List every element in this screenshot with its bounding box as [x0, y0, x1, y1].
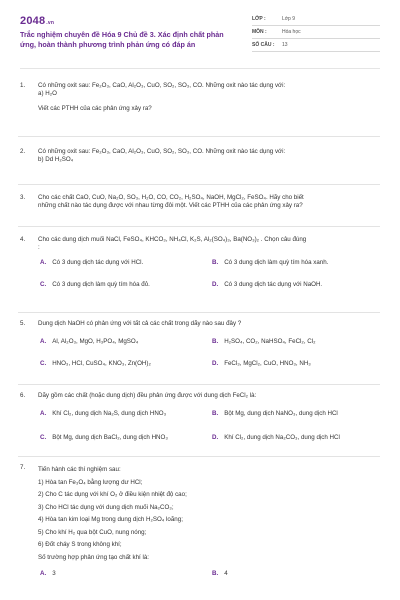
experiment-item: 2) Cho C tác dụng với khí O₂ ở điều kiện nhiệt độ cao; [38, 491, 187, 498]
experiment-item: 1) Hòa tan Fe₃O₄ bằng lượng dư HCl; [38, 478, 143, 486]
header [0, 0, 400, 70]
answer-option-b[interactable]: B. Có 3 dung dịch làm quỳ tím hóa xanh. [212, 258, 329, 266]
answer-options [38, 408, 378, 456]
logo-text: 2048 [20, 15, 46, 27]
answer-option-a[interactable]: A. 3 [40, 570, 56, 577]
question-text: Cho các dung dịch muối NaCl, FeSO₄, KHCO₃, NH₄Cl, K₂S, Al₂(SO₄)₃, Ba(NO₃)₂ . Chọn câu đúng [38, 236, 307, 243]
experiment-item: 5) Cho khí H₂ qua bột CuO, nung nóng; [38, 528, 147, 536]
answer-option-a[interactable]: A. Có 3 dung dịch tác dụng với HCl. [40, 258, 144, 266]
question-text-cont: : [38, 244, 40, 252]
answer-options [38, 257, 378, 305]
count-value: 13 [282, 41, 288, 48]
question-divider [18, 312, 380, 313]
experiment-item: 4) Hòa tan kim loại Mg trong dung dịch H₂SO₄ loãng; [38, 516, 183, 523]
class-value: Lớp 9 [282, 15, 296, 22]
answer-option-a[interactable]: A. Khí Cl₂, dung dịch Na₂S, dung dịch HNO₃ [40, 410, 167, 418]
question-text: Có những oxit sau: Fe₂O₃, CaO, Al₂O₃, CuO, SO₂, SO₃, CO. Những oxit nào tác dụng với: [38, 148, 286, 155]
answer-option-c[interactable]: C. Có 3 dung dịch làm quỳ tím hóa đỏ. [40, 280, 150, 288]
subject-label: MÔN : [252, 28, 267, 35]
answer-options [38, 336, 378, 384]
answer-option-b[interactable]: B. 4 [212, 570, 228, 577]
answer-option-a[interactable]: A. Al, Al₂O₃, MgO, H₃PO₄, MgSO₄ [40, 338, 139, 346]
question-divider [18, 226, 380, 227]
subject-value: Hóa học [282, 28, 301, 35]
question-number: 3. [20, 194, 26, 201]
answer-option-d[interactable]: D. Khí Cl₂, dung dịch Na₂CO₃, dung dịch HCl [212, 434, 340, 442]
answer-option-d[interactable]: D. FeCl₃, MgCl₂, CuO, HNO₃, NH₃ [212, 360, 311, 368]
question-text: Có những oxit sau: Fe₂O₃, CaO, Al₂O₃, CuO, SO₂, SO₃, CO. Những oxit nào tác dụng với: [38, 82, 286, 89]
experiment-item: 6) Đốt cháy S trong không khí; [38, 541, 122, 548]
answer-option-b[interactable]: B. Bột Mg, dung dịch NaNO₃, dung dịch HCl [212, 410, 338, 418]
question-divider [18, 184, 380, 185]
site-logo[interactable] [20, 14, 54, 29]
question-subpart: b) Dd H₂SO₄ [38, 156, 74, 164]
question-text: Dãy gồm các chất (hoặc dung dịch) đều phản ứng được với dung dịch FeCl₂ là: [38, 392, 257, 399]
meta-class-row [252, 13, 380, 26]
question-instruction: Viết các PTHH của các phản ứng xảy ra? [38, 104, 152, 112]
answer-option-c[interactable]: C. Bột Mg, dung dịch BaCl₂, dung dịch HNO₃ [40, 434, 168, 442]
question-number: 5. [20, 320, 26, 327]
document-title: Trắc nghiệm chuyên đề Hóa 9 Chủ đề 3. Xác định chất phản ứng, hoàn thành phương trình phản ứng có đáp án [20, 30, 224, 49]
question-text: Dung dịch NaOH có phản ứng với tất cả các chất trong dãy nào sau đây ? [38, 320, 242, 327]
question-text: Cho các chất CaO, CuO, Na₂O, SO₃, H₂O, CO, CO₂, H₂SO₄, NaOH, MgCl₂, FeSO₄. Hãy cho biết [38, 194, 304, 201]
answer-options [38, 566, 378, 582]
question-subpart: a) H₂O [38, 90, 57, 98]
question-number: 4. [20, 236, 26, 243]
meta-panel [252, 13, 380, 52]
question-divider [18, 384, 380, 385]
question-number: 2. [20, 148, 26, 155]
question-number: 1. [20, 82, 26, 89]
meta-count-row [252, 39, 380, 52]
question-text-cont: những chất nào tác dụng được với nhau từng đôi một. Viết các PTHH của các phản ứng xảy ra? [38, 202, 303, 210]
experiment-item: 3) Cho HCl tác dụng với dung dịch muối Na₂CO₃; [38, 503, 174, 511]
question-divider [18, 136, 380, 137]
answer-option-d[interactable]: D. Có 3 dung dịch tác dụng với NaOH. [212, 280, 323, 288]
question-divider [18, 456, 380, 457]
answer-option-c[interactable]: C. HNO₃, HCl, CuSO₄, KNO₃, Zn(OH)₂ [40, 360, 151, 368]
logo-suffix: .vn [46, 20, 55, 26]
question-text: Tiến hành các thí nghiệm sau: [38, 466, 121, 473]
answer-option-b[interactable]: B. H₂SO₄, CO₂, NaHSO₄, FeCl₂, Cl₂ [212, 338, 316, 346]
header-divider [20, 68, 380, 69]
question-prompt: Số trường hợp phản ứng tạo chất khí là: [38, 553, 149, 561]
count-label: SỐ CÂU : [252, 41, 275, 48]
meta-subject-row [252, 26, 380, 39]
class-label: LỚP : [252, 15, 266, 22]
question-number: 7. [20, 464, 26, 471]
question-number: 6. [20, 392, 26, 399]
